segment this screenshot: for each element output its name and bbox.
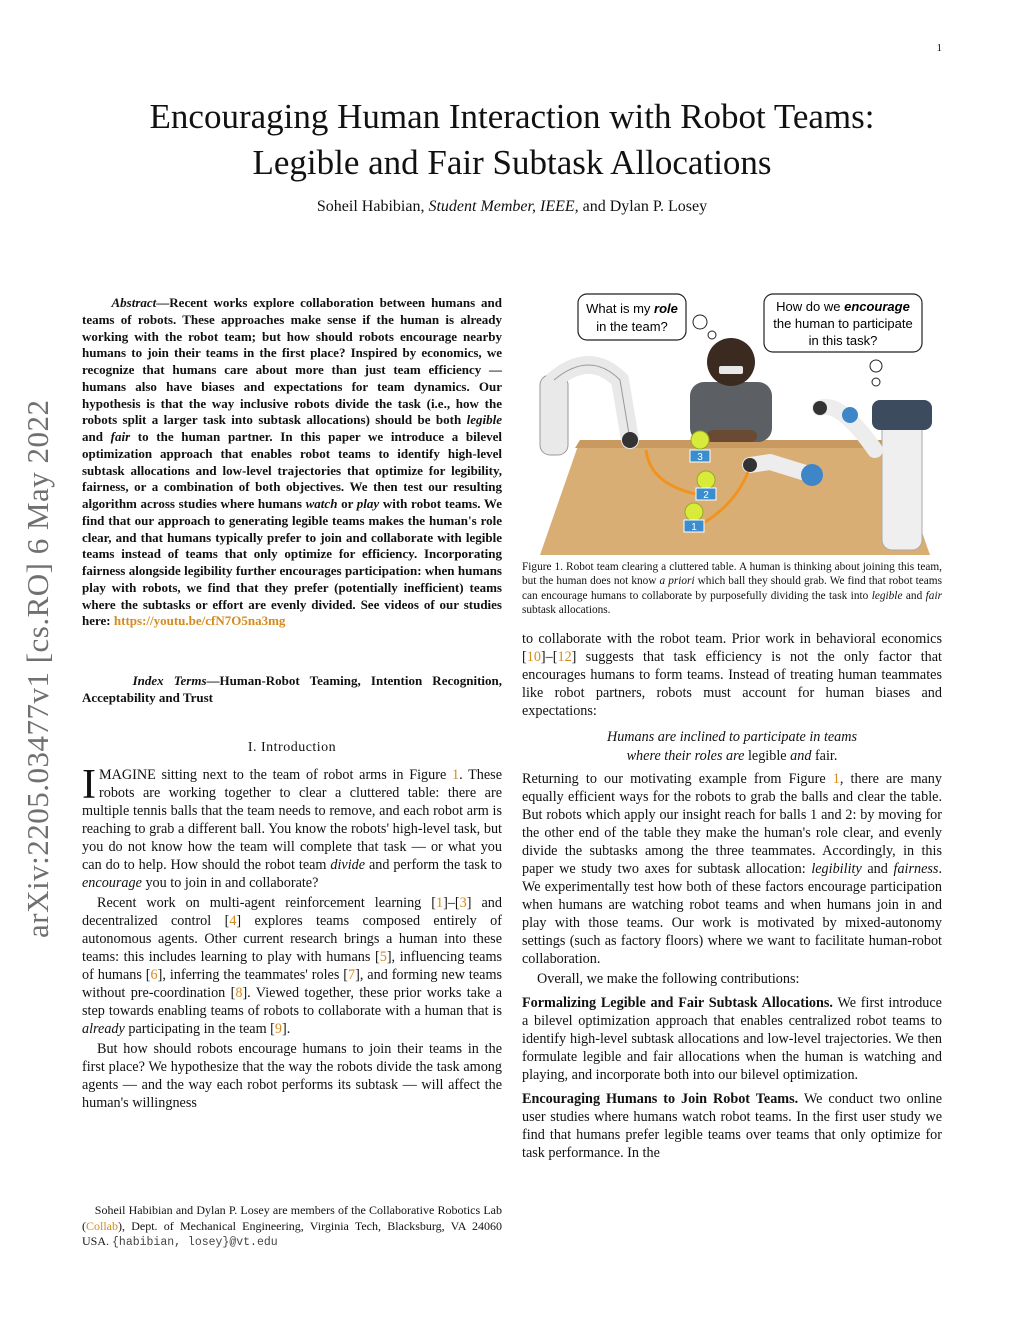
bubble-right-text-2: the human to participate bbox=[773, 316, 913, 331]
caption-legible: legible bbox=[871, 589, 903, 602]
thought-bubble-human bbox=[764, 294, 922, 386]
citation-3[interactable]: 3 bbox=[459, 895, 467, 911]
bubble-left-role: role bbox=[654, 301, 678, 316]
robot-team-illustration bbox=[520, 290, 944, 555]
footnote-text-2: ), Dept. of Mechanical Engineering, Virginia Tech, Blacksburg, VA 24060 USA. bbox=[82, 1218, 502, 1248]
citation-10[interactable]: 10 bbox=[526, 649, 541, 665]
footnote bbox=[82, 1203, 502, 1251]
right-and: and bbox=[861, 861, 894, 877]
caption-text-2: which ball they should grab. We find that robot teams can encourage humans to collaborate by purposefully dividing the task into bbox=[522, 575, 942, 602]
right-fairness: fairness bbox=[893, 861, 939, 877]
abstract bbox=[82, 295, 502, 630]
arxiv-watermark: arXiv:2205.03477v1 [cs.RO] 6 May 2022 bbox=[20, 399, 55, 938]
intro-p2-d: ], influencing teams of humans [ bbox=[82, 949, 503, 983]
contribution-2-text: We conduct two online user studies where humans watch robot teams. In the first user study we find that humans prefer legible teams over teams that only optimize for task performance. In the bbox=[522, 1091, 942, 1161]
introduction-text bbox=[82, 762, 503, 1112]
contribution-1-text: We first introduce a bilevel optimization approach that enables centralized robot teams to identify high-level subtask allocations and low-level trajectories. We then formulate legible and fair allocations when the human is watching and playing, and incorporate both into our bilevel optimization. bbox=[522, 995, 942, 1083]
intro-p2-f: ], and forming new teams without pre-coordination [ bbox=[82, 967, 502, 1001]
lab-link[interactable]: Collab bbox=[86, 1218, 118, 1233]
quote-fair: fair bbox=[814, 748, 834, 764]
citation-9[interactable]: 9 bbox=[274, 1021, 283, 1037]
contribution-2-heading: Encouraging Humans to Join Robot Teams. bbox=[522, 1091, 799, 1107]
abstract-legible: legible bbox=[466, 412, 502, 428]
tennis-ball-2 bbox=[696, 471, 716, 501]
bubble-left-text-1: What is my bbox=[586, 301, 651, 316]
right-legibility: legibility bbox=[811, 861, 862, 877]
page-number: 1 bbox=[936, 42, 942, 54]
tennis-ball-1 bbox=[684, 503, 704, 533]
abstract-text-2: to the human partner. In this paper we introduce a bilevel optimization approach that enables robot teams to identify high-level subtask allocations and low-level trajectories that optimize for legibility, fairness, or a combination of both objectives. We then test our resulting algorithm across studies where humans bbox=[82, 429, 502, 511]
intro-p3: But how should robots encourage humans to join their teams in the first place? We hypothesize that the way the robots divide the task among agents — and the way each robot performs its subtask — will affect the human's willingness bbox=[82, 1041, 502, 1111]
abstract-watch: watch bbox=[305, 496, 338, 511]
abstract-or: or bbox=[337, 496, 357, 511]
quote-and: and bbox=[786, 748, 815, 764]
key-insight-quote bbox=[522, 728, 942, 766]
figure-1 bbox=[520, 290, 944, 555]
intro-p2-i: ]. bbox=[282, 1021, 291, 1037]
caption-text-1: Figure 1. Robot team clearing a cluttered table. A human is thinking about joining this team, but the human does not know bbox=[522, 561, 942, 588]
citation-1[interactable]: 1 bbox=[436, 895, 444, 911]
intro-p2-h: participating in the team [ bbox=[124, 1021, 275, 1037]
index-terms bbox=[82, 673, 502, 707]
bubble-right-text-3: in this task? bbox=[808, 333, 878, 348]
quote-end: . bbox=[833, 748, 838, 764]
figure-ref[interactable]: 1 bbox=[452, 767, 460, 783]
intro-p2-e: ], inferring the teammates' roles [ bbox=[157, 967, 349, 983]
caption-and: and bbox=[902, 589, 926, 602]
svg-text:How do we encourage bbox=[776, 299, 910, 314]
bubble-left-text-2: in the team? bbox=[596, 319, 668, 334]
bubble-right-text-1: How do we bbox=[776, 299, 841, 314]
ball-tag-2: 2 bbox=[703, 490, 709, 501]
caption-fair: fair bbox=[925, 589, 942, 602]
author-1: Soheil Habibian, bbox=[316, 198, 425, 215]
intro-p2-a: Recent work on multi-agent reinforcement learning [ bbox=[97, 895, 437, 911]
quote-line-2: where their roles are bbox=[626, 748, 748, 764]
right-column-text bbox=[522, 630, 942, 1162]
svg-text:What is my role bbox=[586, 301, 678, 316]
quote-legible: legible bbox=[747, 748, 787, 764]
footnote-email: {habibian, losey}@vt.edu bbox=[112, 1236, 278, 1249]
caption-text-3: subtask allocations. bbox=[522, 604, 611, 617]
citation-6[interactable]: 6 bbox=[150, 967, 158, 983]
abstract-play: play bbox=[356, 496, 380, 511]
index-terms-label: Index Terms bbox=[132, 673, 207, 688]
citation-4[interactable]: 4 bbox=[229, 913, 237, 929]
abstract-text-3: with robot teams. We find that our approach to generating legible teams makes the human's role clear, and that humans typically prefer to join and collaborate with legible teams instead of teams that only optimize for efficiency. Incorporating fairness alongside legibility further encourages participation: when humans play with robots, we find that they prefer (potentially inefficient) teams where the subtasks or effort are evenly divided. See videos of our studies here: bbox=[82, 496, 502, 629]
abstract-text-1: Recent works explore collaboration between humans and teams of robots. These approaches make sense if the human is already working with the robot team; but how should robots encourage nearby humans to join their teams in the first place? Inspired by economics, we recognize that humans care about more than just team efficiency — humans also have biases and expectations for team dynamics. Our hypothesis is that the way inclusive robots divide the task (i.e., how the robots split a larger task into subtask allocations) should be both bbox=[82, 295, 503, 428]
citation-dash-2: ]–[ bbox=[540, 649, 558, 665]
intro-p1-a: MAGINE sitting next to the team of robot arms in Figure bbox=[99, 767, 452, 783]
paper-title bbox=[60, 94, 964, 186]
thought-bubble-robots bbox=[578, 294, 716, 340]
section-heading: I. Introduction bbox=[247, 740, 337, 755]
citation-7[interactable]: 7 bbox=[348, 967, 356, 983]
author-affiliation: Student Member, IEEE, bbox=[428, 198, 579, 215]
citation-8[interactable]: 8 bbox=[235, 985, 243, 1001]
video-link[interactable]: https://youtu.be/cfN7O5na3mg bbox=[113, 613, 286, 629]
intro-p2-b: ] and decentralized control [ bbox=[82, 895, 502, 929]
figure-caption bbox=[522, 560, 942, 618]
right-p2-a: Returning to our motivating example from Figure bbox=[522, 771, 833, 787]
intro-already: already bbox=[82, 1021, 125, 1037]
author-2: and Dylan P. Losey bbox=[582, 198, 708, 215]
caption-apriori: a priori bbox=[659, 575, 695, 588]
right-p3: Overall, we make the following contributions: bbox=[537, 971, 800, 987]
intro-p1-d: you to join in and collaborate? bbox=[141, 875, 319, 891]
drop-cap: I bbox=[82, 762, 96, 808]
ball-tag-3: 3 bbox=[697, 452, 703, 463]
index-terms-text: —Human-Robot Teaming, Intention Recognition, Acceptability and Trust bbox=[82, 673, 503, 705]
intro-p2-c: ] explores teams composed entirely of autonomous agents. Other current research brings a human into these teams: this includes learning to play with humans [ bbox=[82, 913, 502, 965]
abstract-label: Abstract bbox=[111, 295, 157, 310]
author-line bbox=[60, 198, 964, 216]
title-line-2: Legible and Fair Subtask Allocations bbox=[252, 143, 772, 182]
citation-dash: ]–[ bbox=[443, 895, 460, 911]
human-person bbox=[690, 338, 772, 442]
citation-12[interactable]: 12 bbox=[557, 649, 572, 665]
bubble-right-encourage: encourage bbox=[844, 299, 910, 314]
ball-tag-1: 1 bbox=[691, 522, 697, 533]
intro-p1-c: and perform the task to bbox=[365, 857, 502, 873]
intro-p1-b: . These robots are working together to clear a cluttered table: there are multiple tennis balls that the team needs to remove, and each robot arm is reaching to grab a different ball. You know the robots' high-level task, but you do not know how the team will complete that task — or what you can do to help. How should the robot team bbox=[82, 767, 502, 873]
figure-ref-2[interactable]: 1 bbox=[832, 771, 840, 787]
abstract-and: and bbox=[82, 429, 111, 444]
abstract-dash: — bbox=[156, 295, 170, 310]
quote-line-1: Humans are inclined to participate in teams bbox=[606, 729, 858, 745]
citation-5[interactable]: 5 bbox=[379, 949, 387, 965]
right-p2-b: , there are many equally efficient ways for the robots to grab the balls and clear the table. But robots which apply our insight reach for balls 1 and 2: by moving for the other end of the table they make the human's role clear, and evenly divide the subtasks among the three teammates. Accordingly, in this paper we study two axes for subtask allocation: bbox=[522, 771, 942, 877]
right-p2-c: . We experimentally test how both of these factors encourage participation when humans are watching robot teams and when humans join in and play with those teams. Our work is motivated by mixed-autonomy settings (such as factory floors) where we want to facilitate human-robot collaboration. bbox=[522, 861, 942, 967]
contribution-1-heading: Formalizing Legible and Fair Subtask Allocations. bbox=[522, 995, 833, 1011]
abstract-fair: fair bbox=[110, 429, 131, 444]
intro-encourage: encourage bbox=[82, 875, 142, 891]
intro-p2-g: ]. Viewed together, these prior works take a step towards enabling teams of robots to collaborate with a human that is bbox=[82, 985, 502, 1019]
right-p1-b: ] suggests that task efficiency is not the only factor that encourages humans to form teams. Instead of treating human teammates like robot partners, robots must account for human biases and expectations: bbox=[522, 649, 942, 719]
footnote-text-1: Soheil Habibian and Dylan P. Losey are members of the Collaborative Robotics Lab ( bbox=[82, 1203, 503, 1233]
right-p1-a: to collaborate with the robot team. Prior work in behavioral economics [ bbox=[522, 631, 942, 665]
title-line-1: Encouraging Human Interaction with Robot Teams: bbox=[149, 97, 875, 136]
intro-divide: divide bbox=[330, 857, 366, 873]
